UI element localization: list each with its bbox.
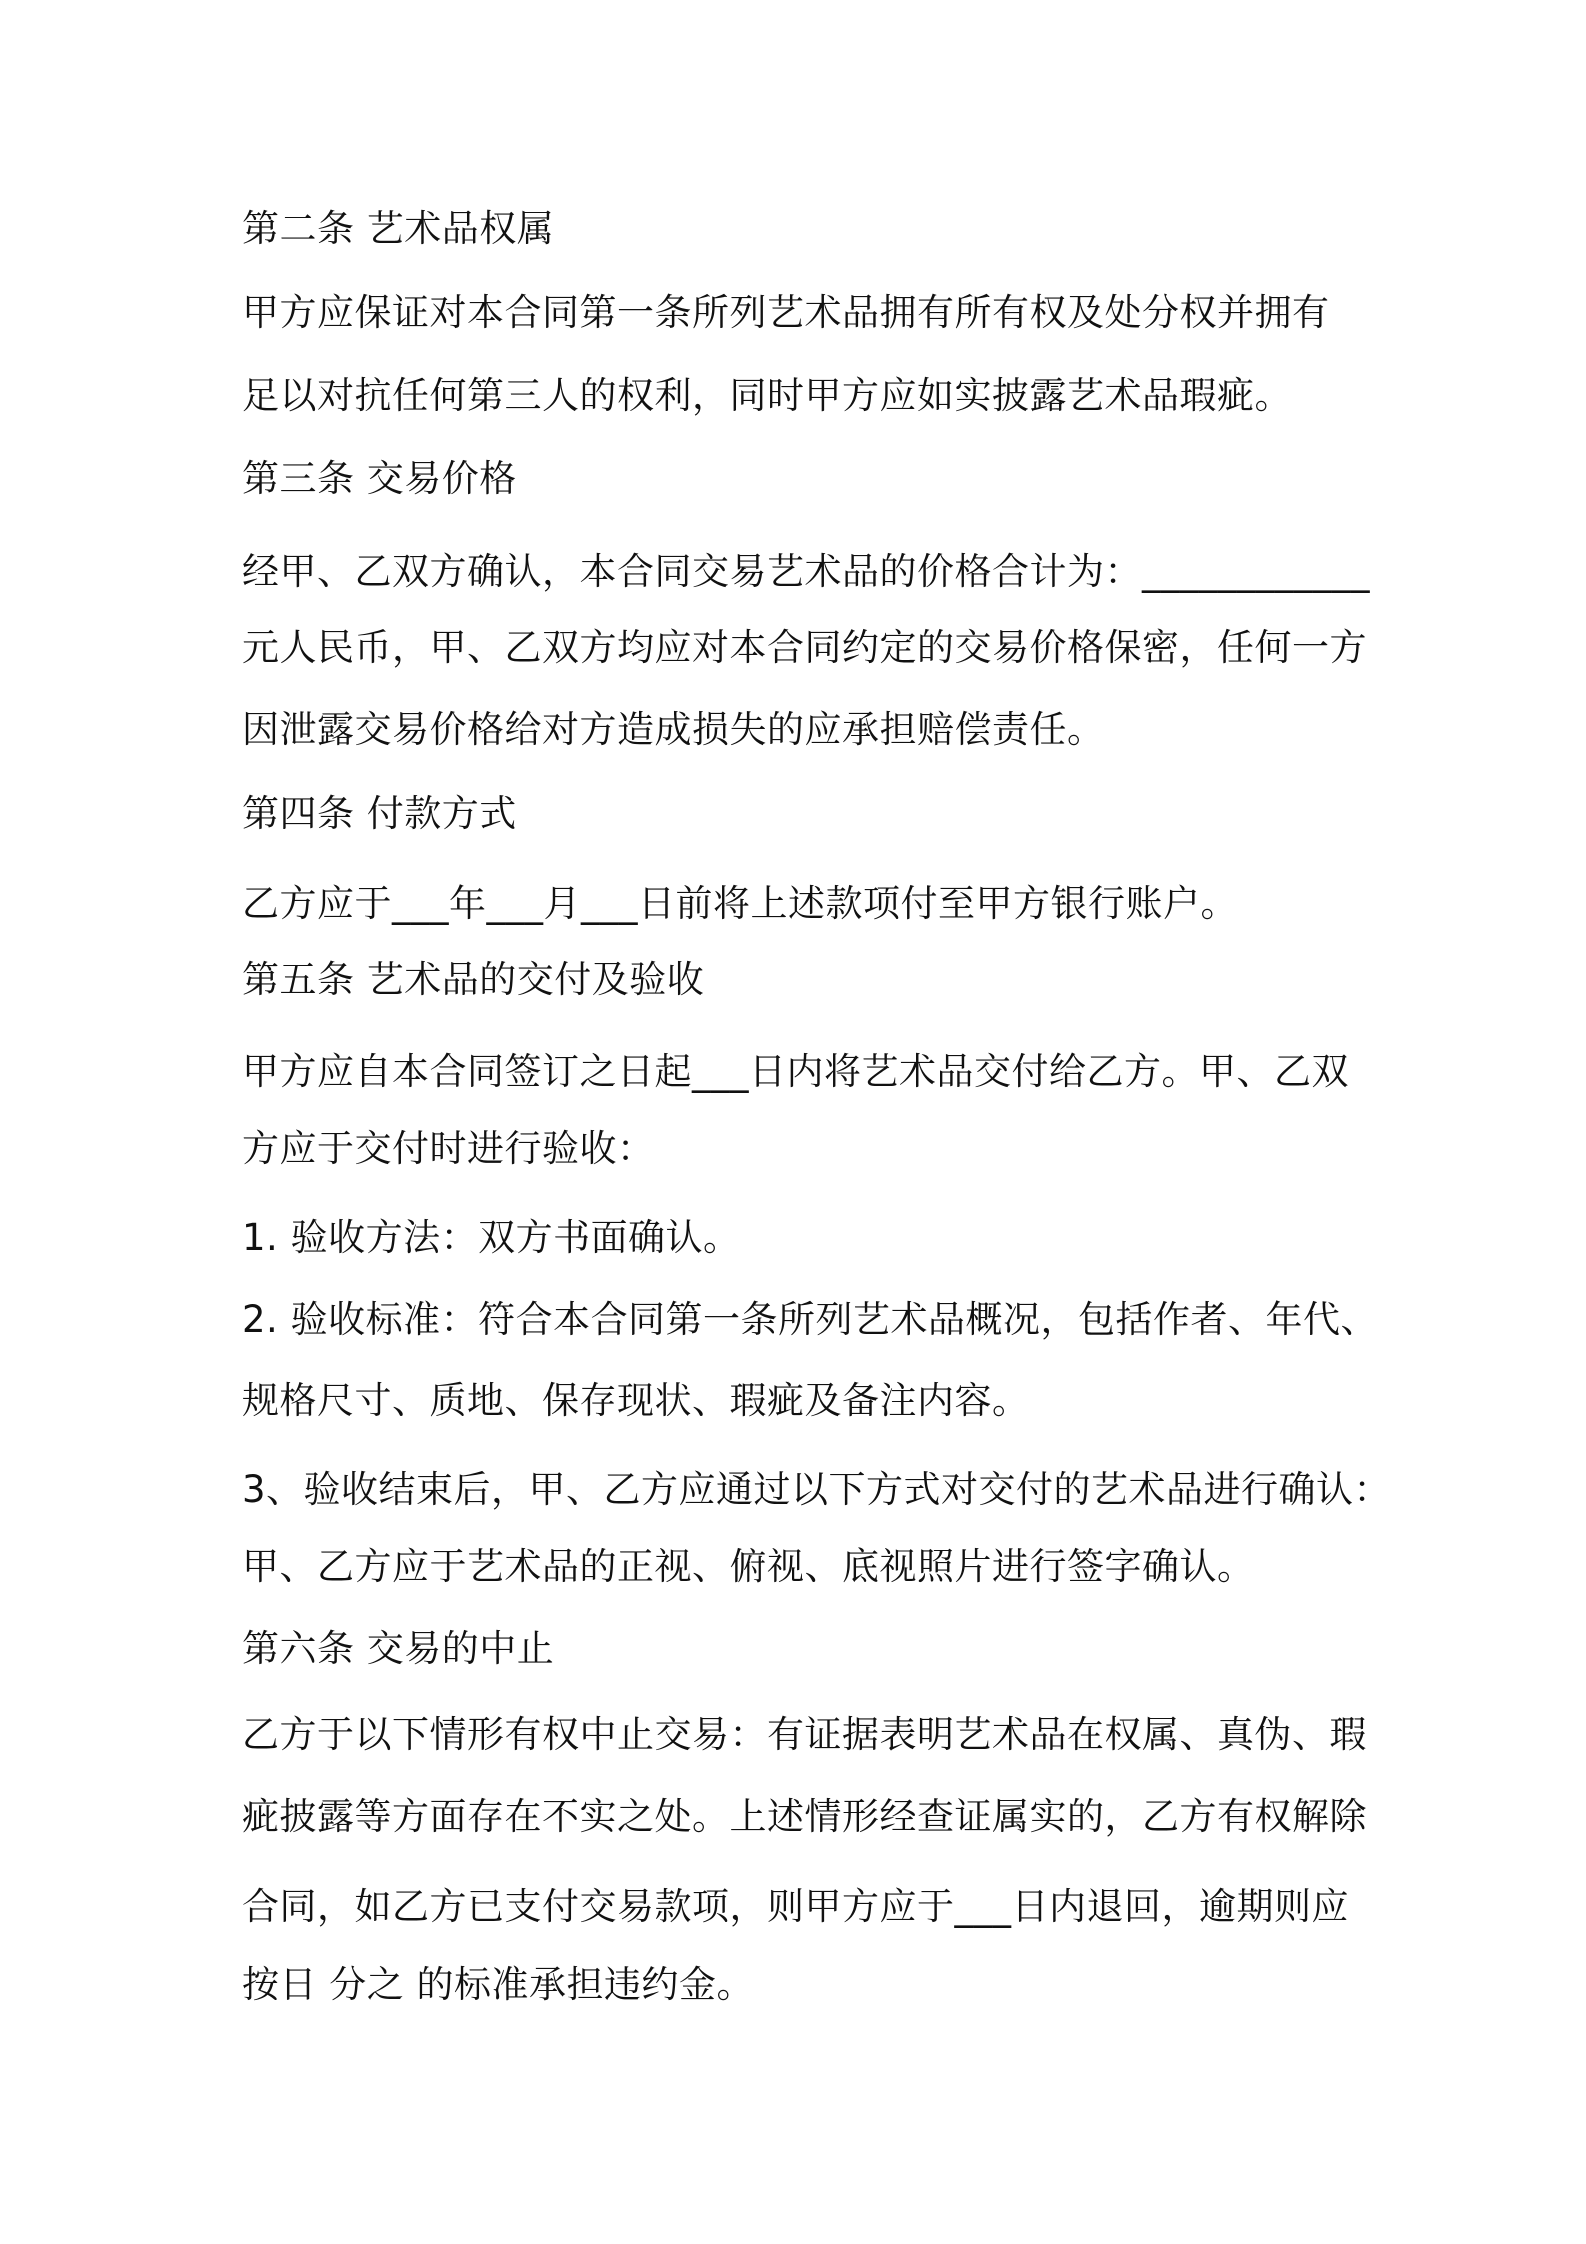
- paragraph-line: 规格尺寸、质地、保存现状、瑕疵及备注内容。: [242, 1379, 1030, 1422]
- paragraph-line: 元人民币，甲、乙双方均应对本合同约定的交易价格保密，任何一方: [242, 626, 1367, 669]
- article-6-heading: 第六条 交易的中止: [242, 1627, 555, 1670]
- paragraph-line: 方应于交付时进行验收：: [242, 1127, 655, 1170]
- paragraph-line: 合同，如乙方已支付交易款项，则甲方应于___日内退回，逾期则应: [242, 1885, 1349, 1928]
- list-item-1: 1. 验收方法：双方书面确认。: [242, 1216, 741, 1259]
- paragraph-line: 因泄露交易价格给对方造成损失的应承担赔偿责任。: [242, 708, 1105, 751]
- paragraph-line: 按日 分之 的标准承担违约金。: [242, 1963, 755, 2006]
- paragraph-line: 乙方应于___年___月___日前将上述款项付至甲方银行账户。: [242, 882, 1238, 925]
- article-3-heading: 第三条 交易价格: [242, 457, 517, 500]
- paragraph-line: 甲方应自本合同签订之日起___日内将艺术品交付给乙方。甲、乙双: [242, 1050, 1349, 1093]
- paragraph-line: 足以对抗任何第三人的权利，同时甲方应如实披露艺术品瑕疵。: [242, 374, 1292, 417]
- paragraph-line: 乙方于以下情形有权中止交易：有证据表明艺术品在权属、真伪、瑕: [242, 1713, 1367, 1756]
- article-5-heading: 第五条 艺术品的交付及验收: [242, 958, 705, 1001]
- article-2-heading: 第二条 艺术品权属: [242, 207, 555, 250]
- list-item-3: 3、验收结束后，甲、乙方应通过以下方式对交付的艺术品进行确认：: [242, 1468, 1392, 1511]
- paragraph-line: 经甲、乙双方确认，本合同交易艺术品的价格合计为：____________: [242, 550, 1370, 593]
- article-4-heading: 第四条 付款方式: [242, 792, 517, 835]
- list-item-2: 2. 验收标准：符合本合同第一条所列艺术品概况，包括作者、年代、: [242, 1298, 1379, 1341]
- paragraph-line: 甲、乙方应于艺术品的正视、俯视、底视照片进行签字确认。: [242, 1545, 1255, 1588]
- paragraph-line: 甲方应保证对本合同第一条所列艺术品拥有所有权及处分权并拥有: [242, 291, 1330, 334]
- paragraph-line: 疵披露等方面存在不实之处。上述情形经查证属实的，乙方有权解除: [242, 1795, 1367, 1838]
